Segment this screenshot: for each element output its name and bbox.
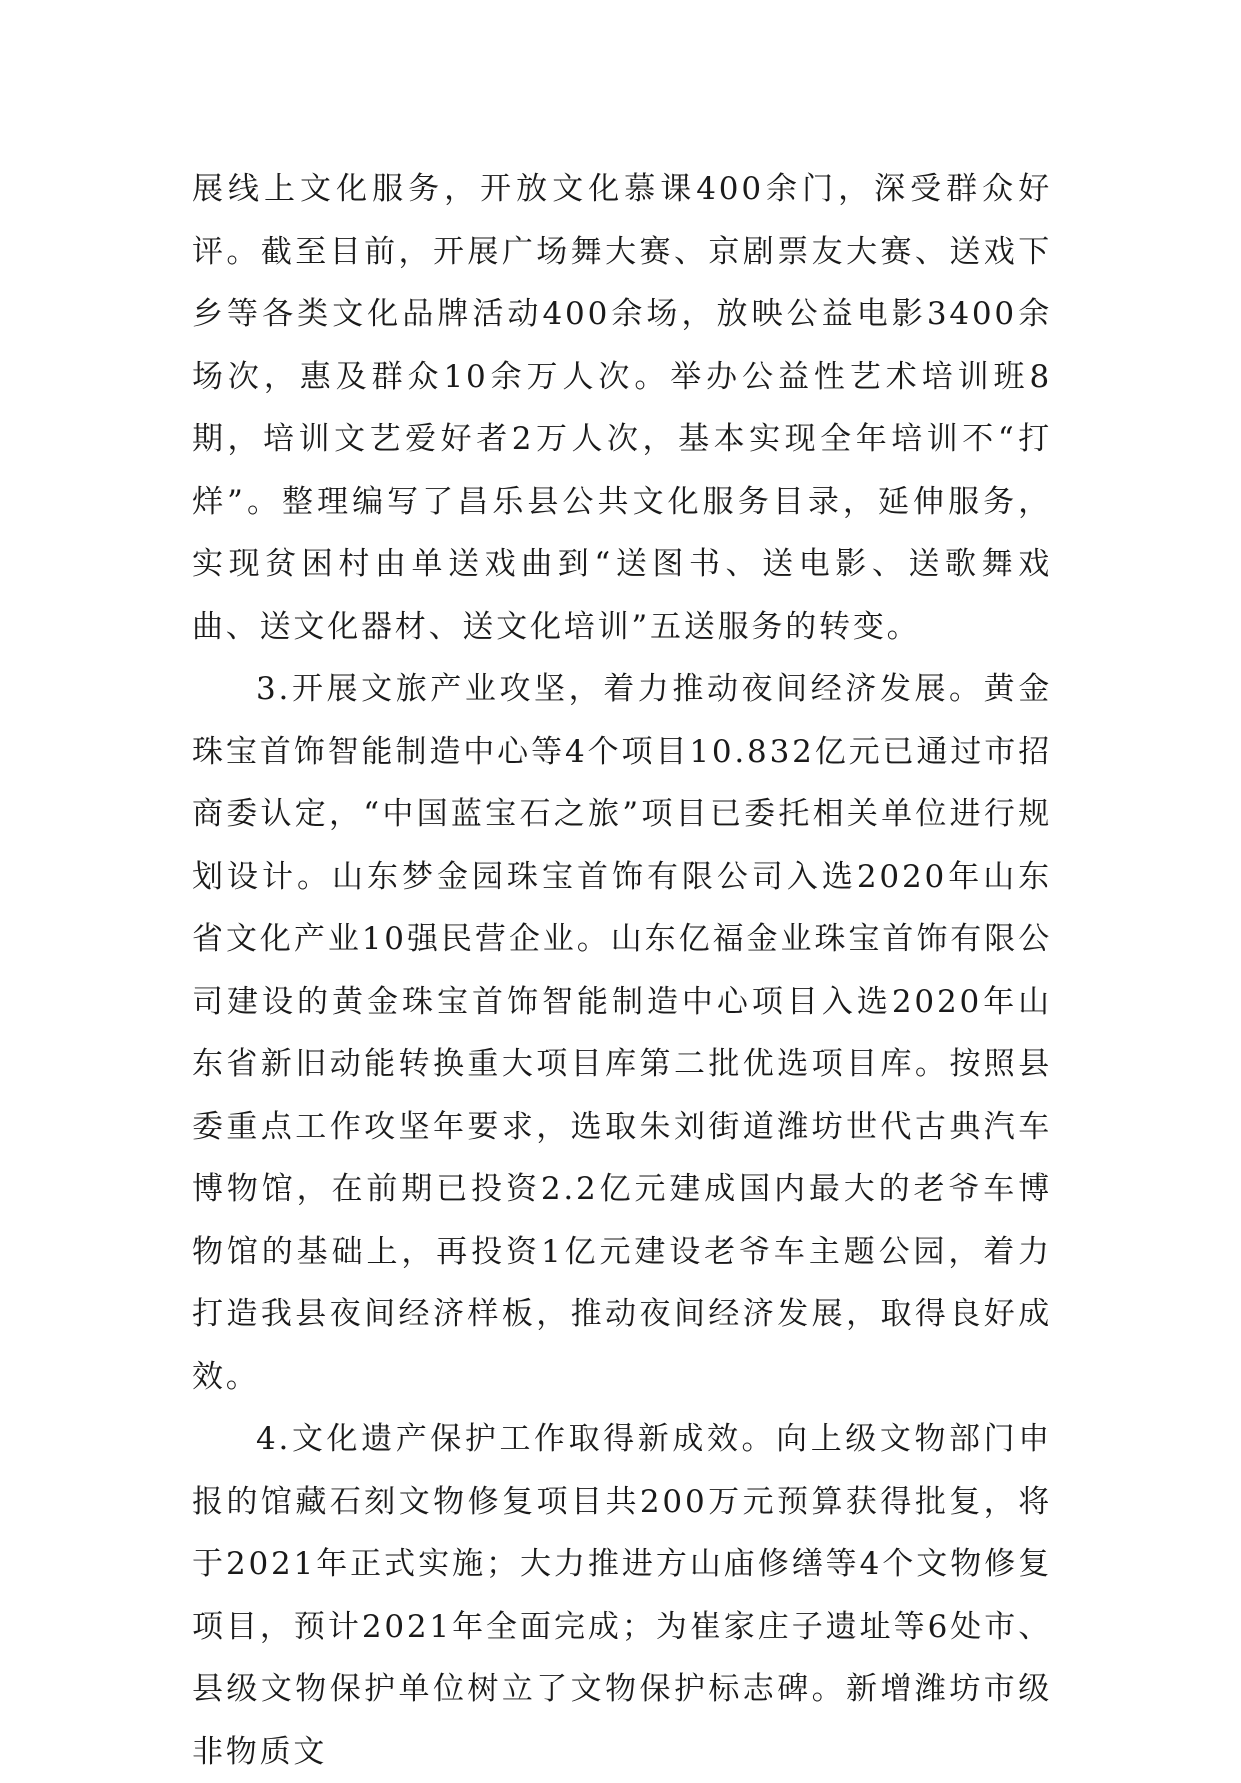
paragraph-heritage-protection: 4.文化遗产保护工作取得新成效。向上级文物部门申报的馆藏石刻文物修复项目共200万元预算获得批复，将于2021年正式实施；大力推进方山庙修缮等4个文物修复项目，预计2021年全面完成；为崔家庄子遗址等6处市、县级文物保护单位树立了文物保护标志碑。新增潍坊市级非物质文 xyxy=(192,1421,1052,1770)
paragraph-tourism-industry: 3.开展文旅产业攻坚，着力推动夜间经济发展。黄金珠宝首饰智能制造中心等4个项目10.832亿元已通过市招商委认定，“中国蓝宝石之旅”项目已委托相关单位进行规划设计。山东梦金园珠宝首饰有限公司入选2020年山东省文化产业10强民营企业。山东亿福金业珠宝首饰有限公司建设的黄金珠宝首饰智能制造中心项目入选2020年山东省新旧动能转换重大项目库第二批优选项目库。按照县委重点工作攻坚年要求，选取朱刘街道潍坊世代古典汽车博物馆，在前期已投资2.2亿元建成国内最大的老爷车博物馆的基础上，再投资1亿元建设老爷车主题公园，着力打造我县夜间经济样板，推动夜间经济发展，取得良好成效。 xyxy=(192,671,1052,1395)
document-body xyxy=(192,158,1052,1783)
paragraph-cultural-services: 展线上文化服务，开放文化慕课400余门，深受群众好评。截至目前，开展广场舞大赛、京剧票友大赛、送戏下乡等各类文化品牌活动400余场，放映公益电影3400余场次，惠及群众10余万人次。举办公益性艺术培训班8期，培训文艺爱好者2万人次，基本实现全年培训不“打烊”。整理编写了昌乐县公共文化服务目录，延伸服务，实现贫困村由单送戏曲到“送图书、送电影、送歌舞戏曲、送文化器材、送文化培训”五送服务的转变。 xyxy=(192,171,1052,645)
